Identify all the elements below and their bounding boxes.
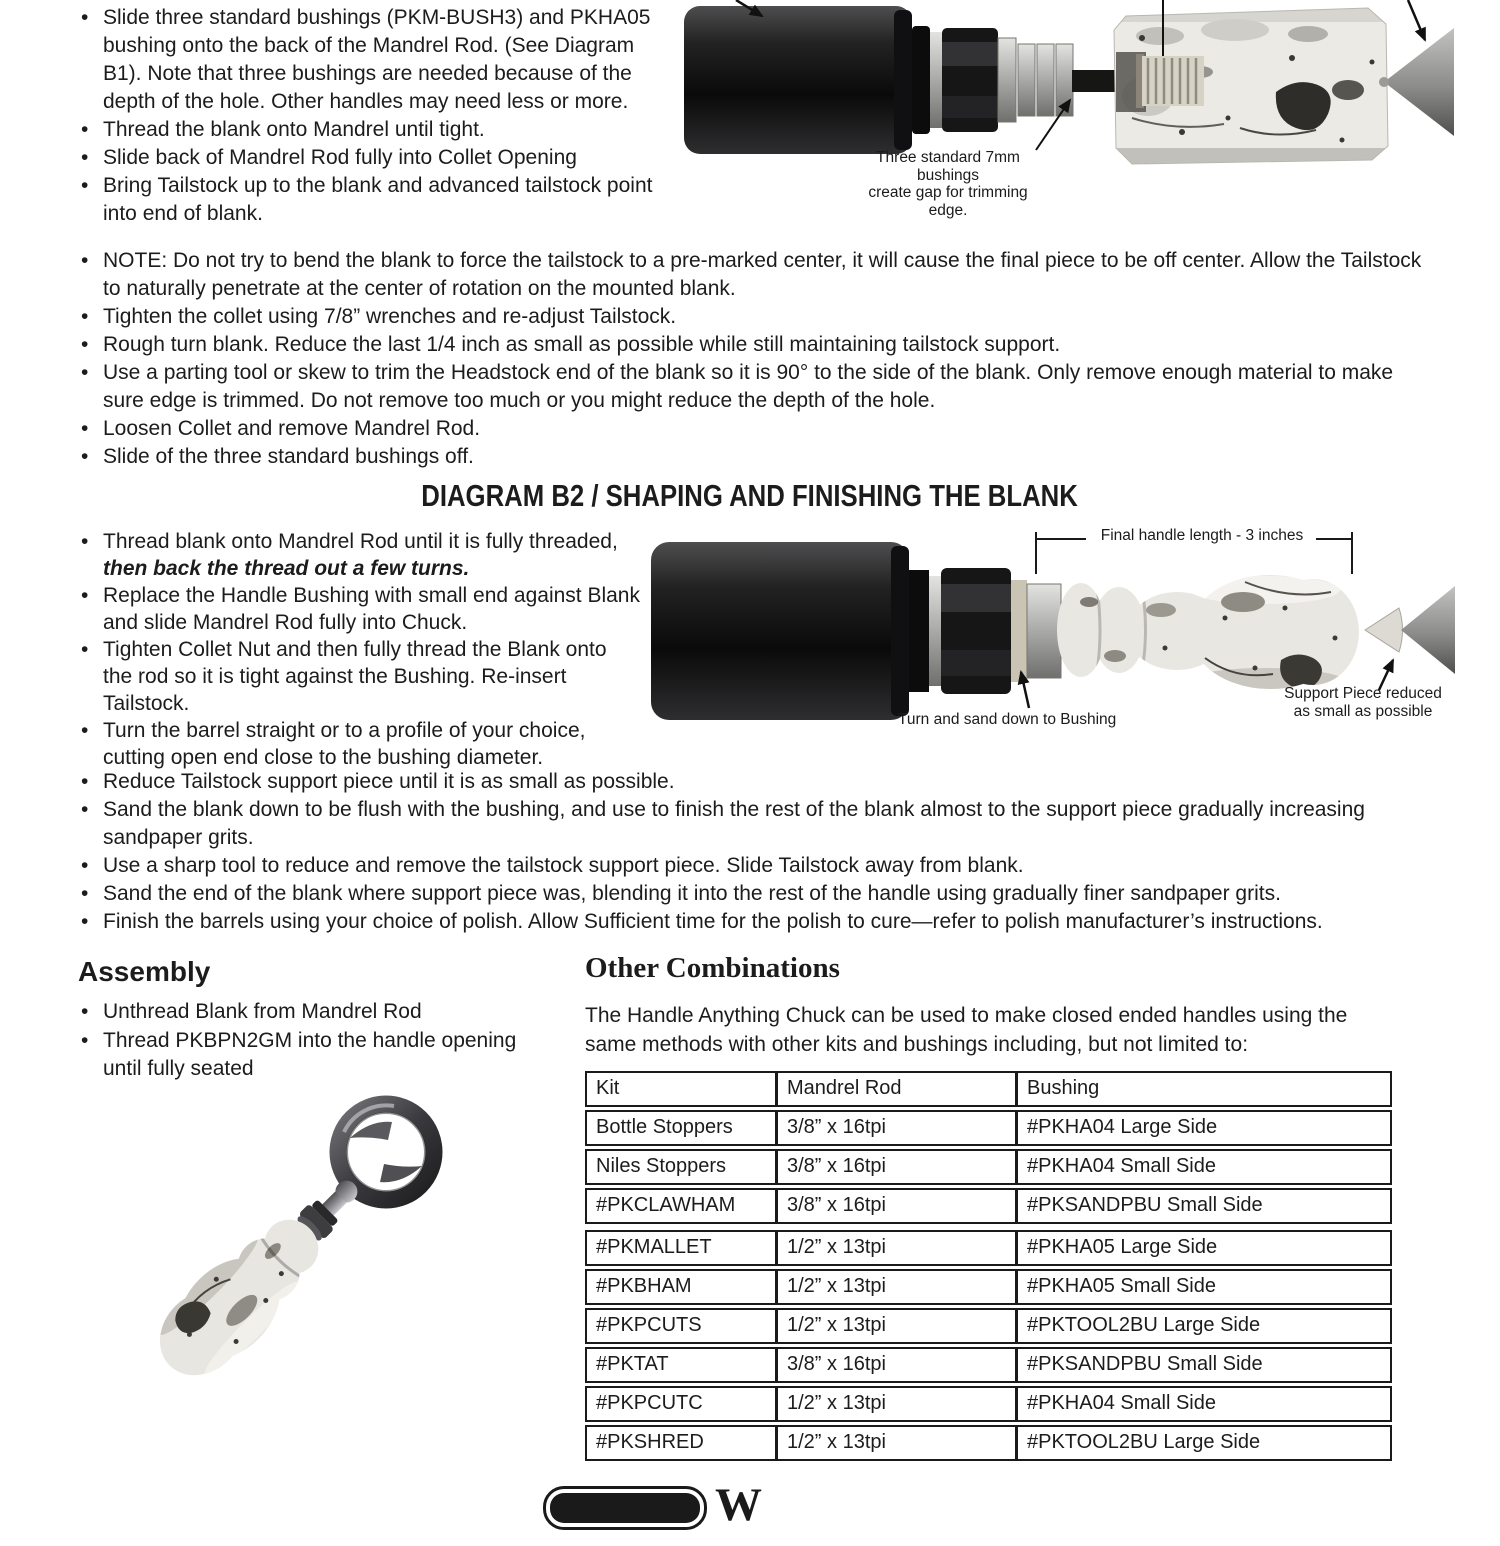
instruction-item: • Tighten the collet using 7/8” wrenches and re-adjust Tailstock. xyxy=(78,303,1426,331)
diagram-b2-heading-text: DIAGRAM B2 / SHAPING AND FINISHING THE BLANK xyxy=(421,478,1079,513)
instruction-item: • Replace the Handle Bushing with small end against Blank and slide Mandrel Rod fully into Chuck. xyxy=(78,582,640,636)
bottle-opener-photo xyxy=(92,1085,472,1445)
chuck-body xyxy=(651,542,941,720)
cell-kit: #PKSHRED xyxy=(596,1431,704,1453)
cell-kit: Bottle Stoppers xyxy=(596,1116,733,1138)
threaded-insert xyxy=(1116,52,1204,112)
diagram-b2-heading xyxy=(0,478,1500,514)
cell-kit: #PKMALLET xyxy=(596,1236,712,1258)
instruction-item: • Thread PKBPN2GM into the handle opening until fully seated xyxy=(78,1027,558,1084)
cell-mandrel-rod: 1/2” x 13tpi xyxy=(775,1310,1015,1342)
instruction-item: • Finish the barrels using your choice of polish. Allow Sufficient time for the polish to cure—refer to polish manufacturer’s instructions. xyxy=(78,908,1440,936)
support-piece-label xyxy=(1280,685,1446,720)
table-row xyxy=(585,1230,1392,1266)
collet-nut xyxy=(941,568,1011,694)
table-row xyxy=(585,1386,1392,1422)
instruction-item: • Bring Tailstock up to the blank and advanced tailstock point into end of blank. xyxy=(78,172,670,228)
instruction-item: • Use a parting tool or skew to trim the Headstock end of the blank so it is 90° to the side of the blank. Only remove enough material to make sure edge is trimmed. Do not remove too much or you might reduce the depth of the hole. xyxy=(78,359,1426,415)
opener-handle xyxy=(131,1151,386,1406)
cell-bushing: #PKTOOL2BU Large Side xyxy=(1015,1310,1390,1342)
instruction-item: • NOTE: Do not try to bend the blank to force the tailstock to a pre-marked center, it will cause the final piece to be off center. Allow the Tailstock to naturally penetrate at the center of rotation on the mounted blank. xyxy=(78,247,1426,303)
cell-mandrel-rod: 1/2” x 13tpi xyxy=(775,1232,1015,1264)
instruction-item: • Sand the blank down to be flush with the bushing, and use to finish the rest of the blank almost to the support piece gradually increasing sandpaper grits. xyxy=(78,796,1440,852)
col-header-kit: Kit xyxy=(596,1077,620,1099)
handle-bushing xyxy=(1027,584,1061,678)
instruction-item: • Tighten Collet Nut and then fully thread the Blank onto the rod so it is tight against the Bushing. Re-insert Tailstock. xyxy=(78,636,640,717)
cell-bushing: #PKSANDPBU Small Side xyxy=(1015,1190,1390,1222)
cell-bushing: #PKSANDPBU Small Side xyxy=(1015,1349,1390,1381)
instruction-item: • Slide back of Mandrel Rod fully into Collet Opening xyxy=(78,144,670,172)
other-combinations-section xyxy=(585,952,1400,1464)
assembly-list xyxy=(78,998,558,1084)
turned-handle xyxy=(1053,568,1367,700)
instruction-text: Thread blank onto Mandrel Rod until it is fully threaded, xyxy=(103,530,618,553)
instruction-item xyxy=(78,528,640,582)
label-line: as small as possible xyxy=(1293,702,1433,720)
instruction-item: • Turn the barrel straight or to a profile of your choice, cutting open end close to the bushing diameter. xyxy=(78,717,640,771)
instruction-item: • Slide three standard bushings (PKM-BUSH3) and PKHA05 bushing onto the back of the Mandrel Rod. (See Diagram B1). Note that three bushings are needed because of the depth of the hole. Other handles may need less or more. xyxy=(78,4,670,116)
table-row xyxy=(585,1308,1392,1344)
tailstock-arrow xyxy=(1408,0,1425,40)
instruction-item: • Sand the end of the blank where support piece was, blending it into the rest of the handle using gradually finer sandpaper grits. xyxy=(78,880,1440,908)
cell-bushing: #PKTOOL2BU Large Side xyxy=(1015,1427,1390,1459)
cell-kit: #PKPCUTC xyxy=(596,1392,703,1414)
instruction-item: • Unthread Blank from Mandrel Rod xyxy=(78,998,558,1027)
assembly-heading: Assembly xyxy=(78,956,211,987)
chuck-body xyxy=(684,6,942,154)
logo-letter: W xyxy=(715,1479,762,1531)
brand-logo xyxy=(543,1479,803,1546)
table-header-row xyxy=(585,1071,1392,1107)
cell-bushing: #PKHA04 Small Side xyxy=(1015,1388,1390,1420)
support-piece xyxy=(1365,608,1403,652)
table-row xyxy=(585,1110,1392,1146)
caption-line: create gap for trimming edge. xyxy=(868,184,1028,219)
table-row xyxy=(585,1149,1392,1185)
cell-mandrel-rod: 1/2” x 13tpi xyxy=(775,1427,1015,1459)
logo-fill xyxy=(550,1493,700,1523)
final-length-label: Final handle length - 3 inches xyxy=(1088,527,1316,545)
diagram-b1-instruction-list xyxy=(78,4,670,228)
diagram-b2-instruction-list-full xyxy=(78,768,1440,936)
cell-kit: #PKTAT xyxy=(596,1353,669,1375)
brass-ring xyxy=(1011,580,1027,682)
table-row xyxy=(585,1347,1392,1383)
caption-line: Three standard 7mm bushings xyxy=(876,149,1020,184)
cell-kit: #PKBHAM xyxy=(596,1275,692,1297)
logo-outline xyxy=(543,1486,707,1530)
cell-bushing: #PKHA04 Large Side xyxy=(1015,1112,1390,1144)
collet-nut xyxy=(942,28,998,132)
cell-bushing: #PKHA05 Small Side xyxy=(1015,1271,1390,1303)
diagram-b2-instruction-list xyxy=(78,528,640,771)
instruction-item: • Thread the blank onto Mandrel until tight. xyxy=(78,116,670,144)
other-combinations-heading: Other Combinations xyxy=(585,952,840,984)
cell-mandrel-rod: 3/8” x 16tpi xyxy=(775,1112,1015,1144)
cell-kit: #PKCLAWHAM xyxy=(596,1194,736,1216)
instruction-item: • Rough turn blank. Reduce the last 1/4 inch as small as possible while still maintaining tailstock support. xyxy=(78,331,1426,359)
cell-mandrel-rod: 1/2” x 13tpi xyxy=(775,1271,1015,1303)
combinations-table xyxy=(585,1071,1392,1461)
col-header-bushing: Bushing xyxy=(1015,1073,1390,1105)
cell-mandrel-rod: 3/8” x 16tpi xyxy=(775,1151,1015,1183)
table-row xyxy=(585,1269,1392,1305)
cell-mandrel-rod: 1/2” x 13tpi xyxy=(775,1388,1015,1420)
cell-kit: #PKPCUTS xyxy=(596,1314,702,1336)
col-header-mandrel-rod: Mandrel Rod xyxy=(775,1073,1015,1105)
tailstock-cone xyxy=(1379,28,1454,136)
diagram-b1-instruction-list-full xyxy=(78,247,1426,471)
label-line: Support Piece reduced xyxy=(1284,685,1442,702)
instruction-item: • Use a sharp tool to reduce and remove the tailstock support piece. Slide Tailstock away from blank. xyxy=(78,852,1440,880)
diagram-b1-photo xyxy=(680,0,1500,190)
instruction-emphasis: then back the thread out a few turns. xyxy=(103,557,470,580)
other-combinations-intro: The Handle Anything Chuck can be used to make closed ended handles using the same methods with other kits and bushings including, but not limited to: xyxy=(585,1004,1348,1056)
instruction-item: • Slide of the three standard bushings off. xyxy=(78,443,1426,471)
instruction-item: • Reduce Tailstock support piece until it is as small as possible. xyxy=(78,768,1440,796)
standard-bushings xyxy=(998,38,1073,122)
table-row xyxy=(585,1425,1392,1461)
assembly-section xyxy=(78,956,558,1084)
instruction-item: • Loosen Collet and remove Mandrel Rod. xyxy=(78,415,1426,443)
cell-mandrel-rod: 3/8” x 16tpi xyxy=(775,1190,1015,1222)
cell-mandrel-rod: 3/8” x 16tpi xyxy=(775,1349,1015,1381)
cell-bushing: #PKHA05 Large Side xyxy=(1015,1232,1390,1264)
turn-sand-label: Turn and sand down to Bushing xyxy=(898,711,1117,728)
tailstock-cone xyxy=(1401,586,1455,674)
diagram-b1-caption xyxy=(852,149,1044,219)
cell-bushing: #PKHA04 Small Side xyxy=(1015,1151,1390,1183)
cell-kit: Niles Stoppers xyxy=(596,1155,727,1177)
table-row xyxy=(585,1188,1392,1224)
